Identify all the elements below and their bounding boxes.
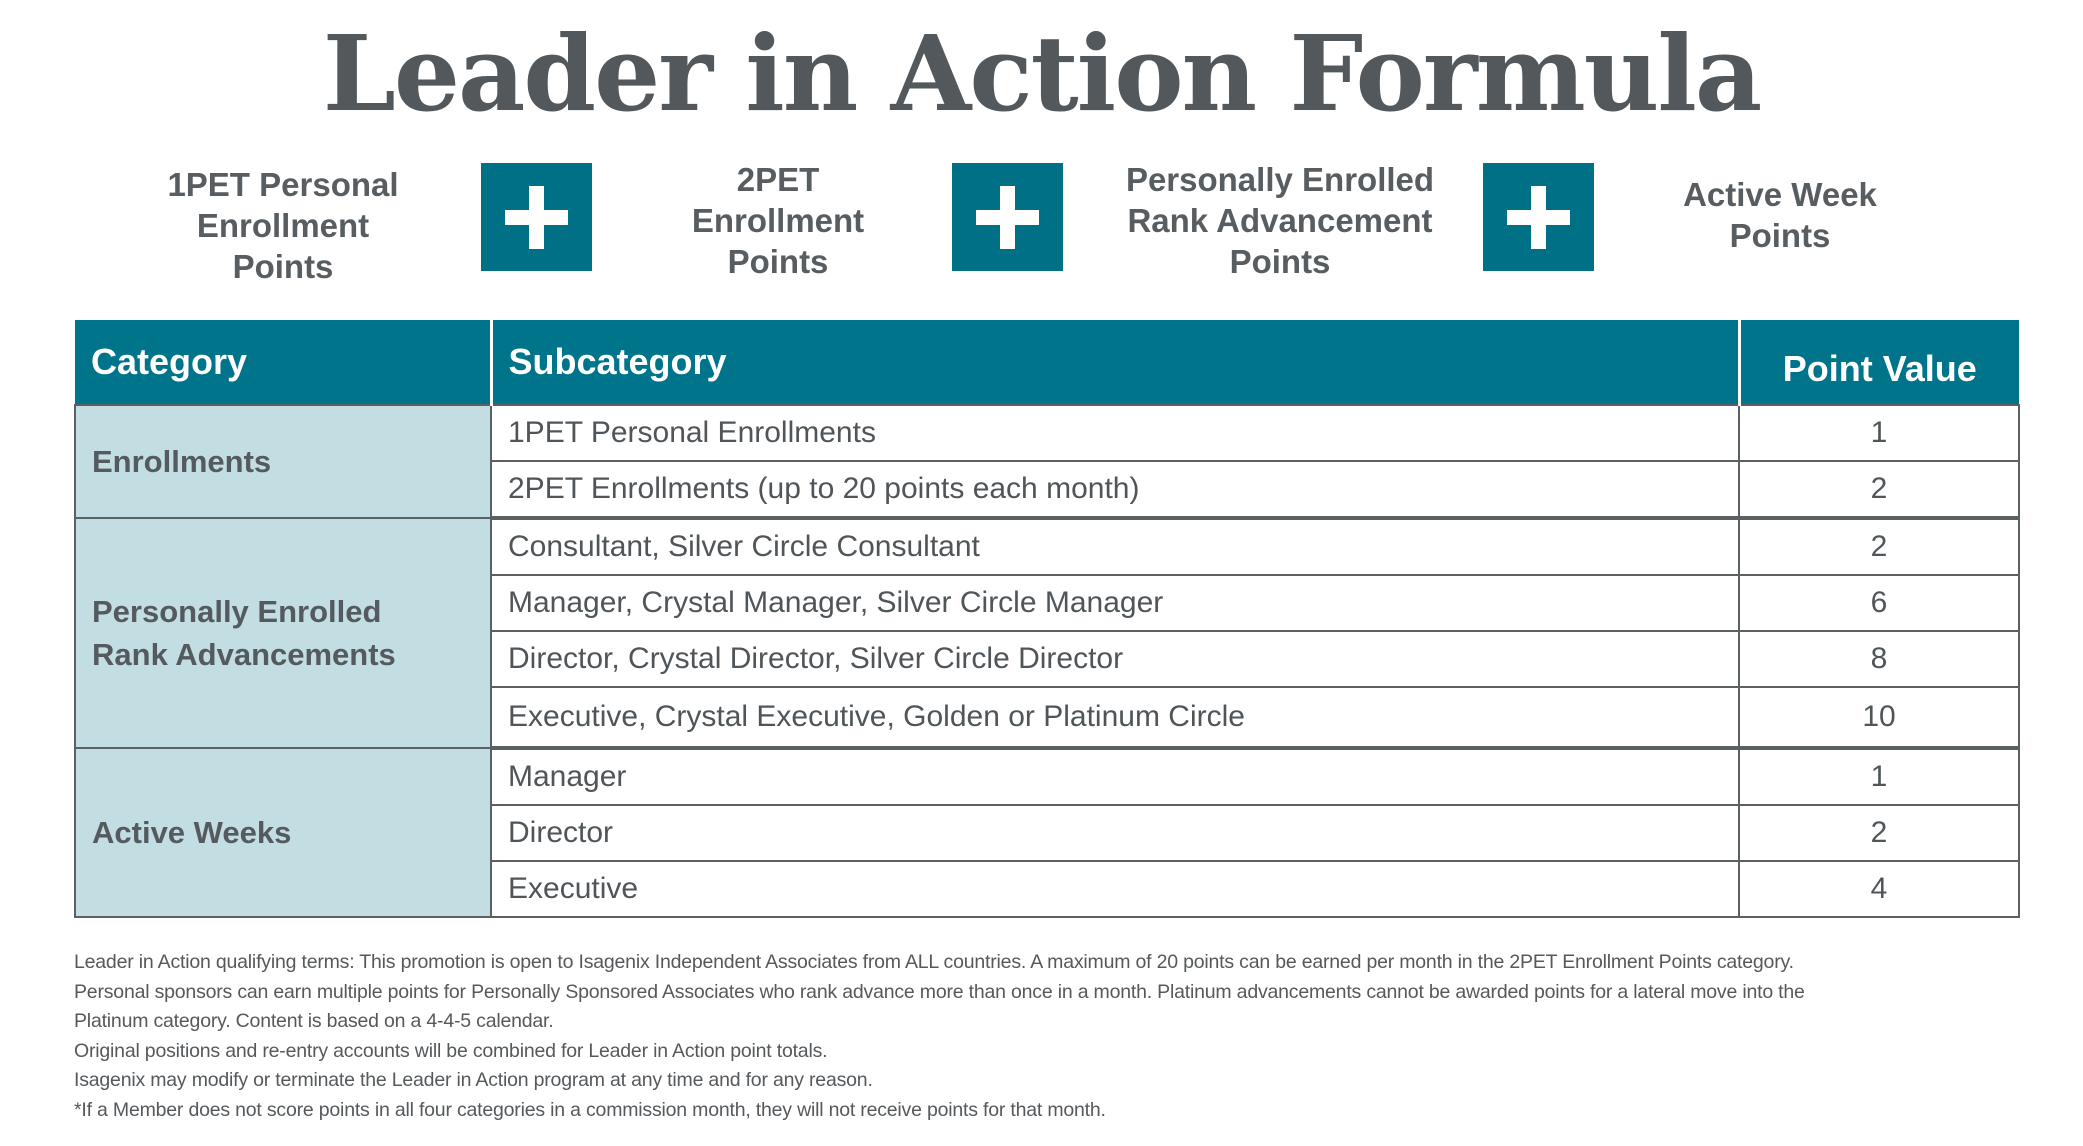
term-line: Enrollment (196, 206, 370, 244)
term-line: 2PET (736, 160, 820, 198)
terms-line: Personal sponsors can earn multiple points for Personally Sponsored Associates who rank advance more than once in a month. Platinum advancements cannot be awarded points for a lateral move into the (74, 980, 1805, 1003)
point-value-cell: 4 (1739, 861, 2019, 917)
term-line: Rank Advancement (1127, 201, 1433, 239)
category-cell-active-weeks (75, 748, 491, 917)
header-category: Category (75, 320, 491, 405)
category-label: Personally Enrolled (92, 594, 382, 629)
category-label: Rank Advancements (92, 637, 396, 672)
plus-icon (481, 163, 592, 271)
subcategory-cell: Consultant, Silver Circle Consultant (491, 518, 1739, 575)
point-value-cell: 1 (1739, 405, 2019, 461)
subcategory-cell: Director, Crystal Director, Silver Circle Director (491, 631, 1739, 687)
header-subcategory: Subcategory (491, 320, 1739, 405)
subcategory-cell: Manager (491, 748, 1739, 805)
category-cell-enrollments (75, 405, 491, 518)
category-label: Enrollments (92, 444, 272, 479)
point-value-cell: 6 (1739, 575, 2019, 631)
formula-term-2pet (650, 155, 906, 285)
term-line: Points (727, 242, 829, 280)
terms-line: Original positions and re-entry accounts will be combined for Leader in Action point totals. (74, 1039, 828, 1062)
table-header-row (75, 320, 2019, 405)
subcategory-cell: Manager, Crystal Manager, Silver Circle Manager (491, 575, 1739, 631)
term-line: 1PET Personal (167, 165, 399, 203)
terms-line: Isagenix may modify or terminate the Leader in Action program at any time and for any reason. (74, 1069, 873, 1091)
category-label: Active Weeks (92, 815, 292, 850)
formula-term-active-week (1640, 160, 1920, 270)
formula-term-rank-advancement (1110, 155, 1450, 285)
term-line: Active Week (1683, 176, 1877, 213)
terms-and-conditions (74, 948, 2034, 1125)
point-value-cell: 2 (1739, 805, 2019, 861)
subcategory-cell: 1PET Personal Enrollments (491, 405, 1739, 461)
term-line: Points (232, 247, 334, 285)
page-title: Leader in Action Formula (322, 12, 1761, 135)
subcategory-cell: Executive, Crystal Executive, Golden or Platinum Circle (491, 687, 1739, 748)
terms-line: *If a Member does not score points in all four categories in a commission month, they will not receive points for that month. (74, 1098, 1106, 1121)
subcategory-cell: Executive (491, 861, 1739, 917)
formula-term-1pet (150, 160, 416, 290)
table-row (75, 748, 2019, 805)
point-value-cell: 10 (1739, 687, 2019, 748)
points-table (74, 320, 2020, 918)
terms-line: Leader in Action qualifying terms: This promotion is open to Isagenix Independent Associates from ALL countries. A maximum of 20 points can be earned per month in the 2PET Enrollment Points category. (74, 951, 1794, 973)
header-point-value: Point Value (1739, 320, 2019, 405)
point-value-cell: 8 (1739, 631, 2019, 687)
point-value-cell: 2 (1739, 461, 2019, 518)
point-value-cell: 1 (1739, 748, 2019, 805)
term-line: Personally Enrolled (1125, 160, 1435, 198)
table-row (75, 518, 2019, 575)
point-value-cell: 2 (1739, 518, 2019, 575)
category-cell-rank-advancements (75, 518, 491, 748)
terms-line: Platinum category. Content is based on a 4-4-5 calendar. (74, 1010, 554, 1032)
subcategory-cell: Director (491, 805, 1739, 861)
term-line: Points (1729, 217, 1831, 254)
plus-icon (952, 163, 1063, 271)
table-row (75, 405, 2019, 461)
term-line: Points (1229, 242, 1331, 280)
subcategory-cell: 2PET Enrollments (up to 20 points each month) (491, 461, 1739, 518)
plus-icon (1483, 163, 1594, 271)
term-line: Enrollment (691, 201, 865, 239)
